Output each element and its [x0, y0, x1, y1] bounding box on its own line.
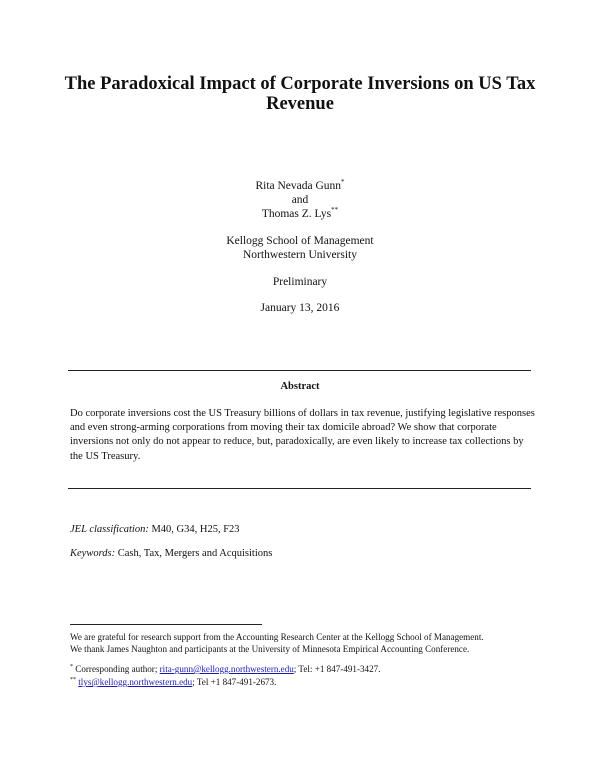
author-2-email-link[interactable]: tlys@kellogg.northwestern.edu	[78, 677, 193, 687]
keywords	[70, 547, 272, 560]
author-2-name: Thomas Z. Lys	[261, 208, 332, 220]
footnote-2-mark: **	[70, 676, 76, 683]
author-1-name: Rita Nevada Gunn	[255, 180, 342, 192]
affiliation-school: Kellogg School of Management	[226, 235, 374, 247]
footnote-rule	[70, 624, 262, 625]
paper-title: The Paradoxical Impact of Corporate Inversions on US Tax Revenue	[64, 74, 536, 114]
keywords-list: Cash, Tax, Mergers and Acquisitions	[117, 548, 273, 559]
acknowledgment-line-2: We thank James Naughton and participants at the University of Minnesota Empirical Accounting Conference.	[70, 643, 470, 654]
author-conjunction: and	[291, 194, 309, 206]
footnote-1-mark: *	[70, 663, 73, 670]
paper-status: Preliminary	[272, 276, 328, 288]
jel-label: JEL classification:	[70, 524, 149, 535]
author-2-footnote-mark: **	[331, 206, 339, 215]
author-2	[0, 207, 600, 221]
abstract-heading: Abstract	[280, 381, 320, 392]
jel-codes: M40, G34, H25, F23	[151, 524, 240, 535]
keywords-label: Keywords:	[70, 548, 116, 559]
paper-date: January 13, 2016	[260, 302, 340, 314]
footnote-2-suffix: ; Tel +1 847-491-2673.	[192, 677, 277, 687]
acknowledgment-line-1: We are grateful for research support from the Accounting Research Center at the Kellogg School of Management.	[70, 632, 484, 642]
footnote-2	[70, 677, 276, 689]
jel-classification	[70, 523, 240, 536]
author-1	[0, 179, 600, 193]
footnote-1-suffix: ; Tel: +1 847-491-3427.	[293, 664, 381, 674]
author-1-footnote-mark: *	[341, 178, 345, 187]
abstract-bottom-rule	[68, 488, 531, 489]
footnote-1	[70, 664, 380, 676]
abstract-text: Do corporate inversions cost the US Treasury billions of dollars in tax revenue, justifying legislative responses and even strong-arming corporations from moving their tax domicile abroad? We show that corporate inversions not only do not appear to reduce, but, paradoxically, are even likely to increase tax collections by the US Treasury.	[70, 408, 535, 462]
affiliation-university: Northwestern University	[242, 249, 358, 261]
footnote-1-prefix: Corresponding author;	[75, 664, 158, 674]
abstract-top-rule	[68, 370, 531, 371]
acknowledgment	[70, 632, 550, 655]
author-1-email-link[interactable]: rita-gunn@kellogg.northwestern.edu	[159, 664, 294, 674]
